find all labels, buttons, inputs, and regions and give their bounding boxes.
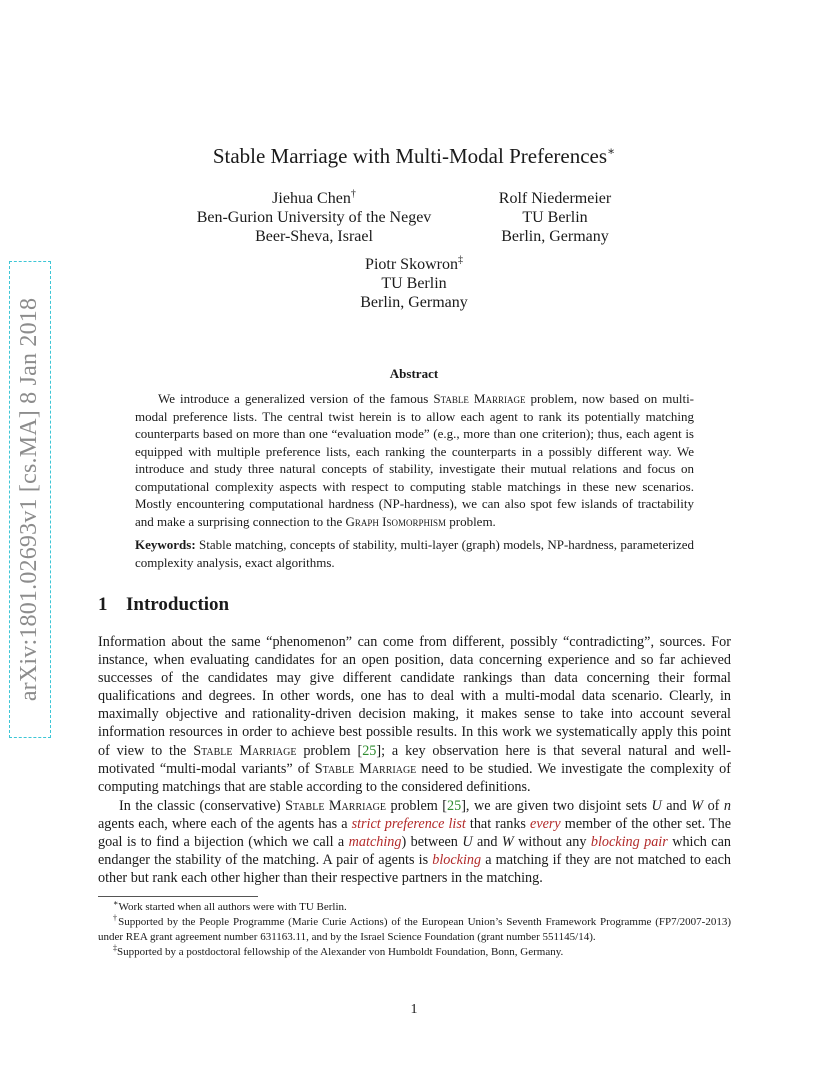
author-block-skowron — [339, 255, 489, 312]
keywords — [135, 536, 694, 571]
section-number: 1 — [98, 594, 108, 615]
footnote-text: Work started when all authors were with TU Berlin. — [118, 901, 347, 913]
author-footnote-mark: ‡ — [457, 254, 463, 266]
math-symbol: U — [651, 798, 662, 814]
paragraph-text: problem [ — [386, 798, 448, 814]
keywords-text: Stable matching, concepts of stability, multi-layer (graph) models, NP-hardness, parameterized complexity analysis, exact algorithms. — [135, 537, 694, 570]
author-name: Piotr Skowron — [365, 256, 458, 273]
abstract-text: problem. — [445, 513, 496, 529]
page-number: 1 — [410, 1002, 418, 1017]
paragraph-text: and — [661, 798, 692, 814]
section-title: Introduction — [126, 594, 230, 615]
paragraph-text: agents each, where each of the agents has a — [98, 816, 352, 833]
problem-name: Graph Isomorphism — [345, 513, 446, 529]
citation-link[interactable]: 25 — [362, 742, 377, 759]
footnote-text: Supported by the People Programme (Marie Curie Actions) of the European Union’s Seventh Framework Programme (FP7/2007-2013) under REA grant agreement number 631163.11, and by the Israel Science Foundation (grant number 551145/14). — [98, 916, 731, 943]
paragraph-text: ) between — [401, 834, 463, 851]
math-symbol: U — [462, 834, 473, 851]
author-name: Rolf Niedermeier — [498, 190, 612, 207]
intro-paragraph-1 — [98, 633, 731, 796]
paper-title — [0, 144, 828, 169]
paragraph-text: ]; a key observation here is that several natural and well-motivated “multi-modal variants” of — [98, 742, 731, 777]
problem-name: Stable Marriage — [285, 798, 386, 814]
defined-term-link[interactable]: blocking — [432, 852, 482, 869]
paragraph-text: In the classic (conservative) — [119, 798, 286, 814]
paragraph-text: problem [ — [296, 742, 363, 759]
author-block-chen — [178, 189, 450, 246]
math-symbol: W — [691, 798, 704, 814]
paragraph-text: Information about the same “phenomenon” can come from different, possibly “contradicting”, sources. For instance, when evaluating candidates for an open position, data concerning experience and so far achieved successes of the candidates may give different candidate rankings than data concerning their formal qualifications and degrees. In other words, one has to deal with a multi-modal data scenario. Clearly, in maximally objective and rationality-driven decision making, it makes sense to take into account several information resources in order to achieve best possible results. In this work we systematically apply this point of view to the — [98, 634, 731, 759]
paragraph-text: without any — [513, 834, 591, 851]
arxiv-sidebar-stamp — [10, 262, 50, 737]
footnote — [98, 915, 731, 945]
section-heading-introduction — [98, 594, 229, 616]
author-location: Berlin, Germany — [501, 228, 609, 245]
problem-name: Stable Marriage — [433, 391, 526, 406]
author-affiliation: Ben-Gurion University of the Negev — [196, 209, 432, 226]
paragraph-text: of — [703, 798, 724, 814]
math-symbol: n — [723, 798, 731, 814]
arxiv-id-text: arXiv:1801.02693v1 [cs.MA] 8 Jan 2018 — [16, 297, 43, 702]
author-affiliation: TU Berlin — [381, 275, 447, 292]
abstract-text: We introduce a generalized version of the famous — [158, 391, 434, 406]
footnote — [98, 900, 731, 915]
paragraph-text: that ranks — [465, 816, 531, 833]
defined-term-link[interactable]: matching — [348, 834, 402, 851]
footnote — [98, 945, 731, 960]
defined-term-link[interactable]: strict preference list — [351, 816, 466, 833]
math-symbol: W — [501, 834, 514, 851]
abstract-heading: Abstract — [389, 366, 439, 381]
author-location: Berlin, Germany — [360, 294, 468, 311]
citation-link[interactable]: 25 — [447, 798, 462, 814]
paper-title-text: Stable Marriage with Multi-Modal Preferences — [212, 144, 608, 168]
author-location: Beer-Sheva, Israel — [255, 228, 373, 245]
author-footnote-mark: † — [350, 188, 356, 200]
problem-name: Stable Marriage — [314, 760, 417, 777]
author-block-niedermeier — [480, 189, 630, 246]
problem-name: Stable Marriage — [193, 742, 297, 759]
abstract-body — [135, 390, 694, 530]
paragraph-text: and — [472, 834, 502, 851]
keywords-label: Keywords: — [135, 537, 196, 552]
paragraph-text: ], we are given two disjoint sets — [461, 798, 652, 814]
footnote-mark: † — [113, 913, 119, 923]
footnote-mark: ‡ — [113, 943, 117, 953]
defined-term-link[interactable]: every — [530, 816, 561, 833]
author-affiliation: TU Berlin — [522, 209, 588, 226]
title-footnote-mark: ∗ — [607, 144, 616, 158]
footnote-text: Supported by a postdoctoral fellowship of the Alexander von Humboldt Foundation, Bonn, Germany. — [117, 946, 564, 958]
paragraph-text: which can endanger the stability of the matching. A pair of agents is — [98, 834, 731, 869]
author-name: Jiehua Chen — [272, 190, 351, 207]
paragraph-text: a matching if they are not matched to each other but rank each other higher than their respective partners in the matching. — [98, 852, 731, 887]
defined-term-link[interactable]: blocking pair — [590, 834, 668, 851]
paragraph-text: member of the other set. The goal is to find a bijection (which we call a — [98, 816, 731, 851]
paragraph-text: need to be studied. We investigate the complexity of computing matchings that are stable according to the considered definitions. — [98, 760, 732, 795]
abstract-text: problem, now based on multi-modal preference lists. The central twist herein is to allow each agent to rank its potentially matching counterparts based on more than one “evaluation mode” (e.g., more than one criterion); thus, each agent is equipped with multiple preference lists, each ranking the counterparts in a possibly different way. We introduce and study three natural concepts of stability, investigate their mutual relations and focus on computational complexity aspects with respect to computing stable matchings in these new scenarios. Mostly encountering computational hardness (NP-hardness), we can also spot few islands of tractability and make a surprising connection to the — [135, 391, 695, 529]
footnote-divider — [98, 896, 258, 897]
intro-paragraph-2 — [98, 797, 731, 887]
footnote-mark: ∗ — [113, 898, 119, 908]
